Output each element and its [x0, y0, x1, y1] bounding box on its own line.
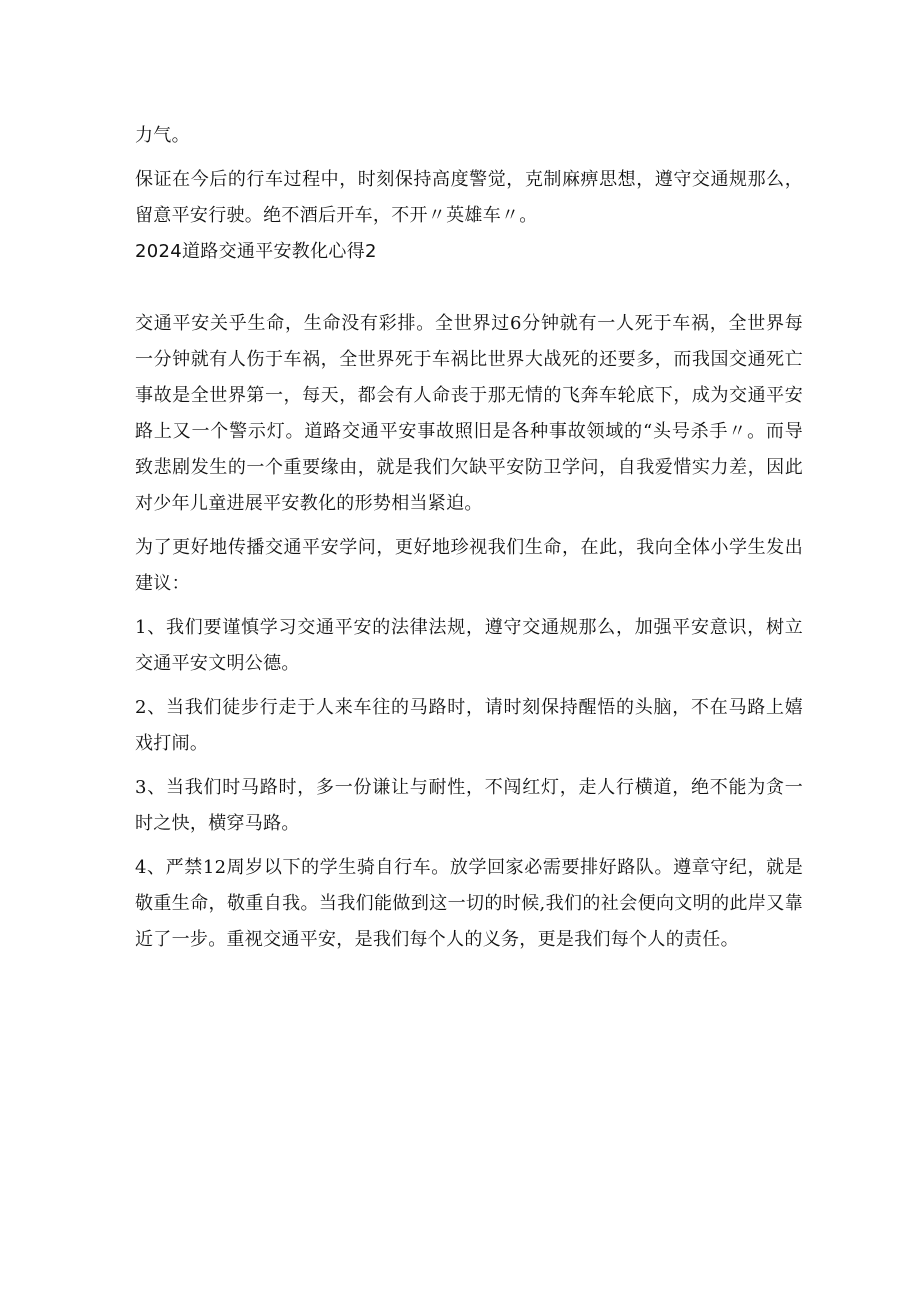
list-item-3: 3、当我们时马路时，多一份谦让与耐性，不闯红灯，走人行横道，绝不能为贪一时之快，横穿马路。 [135, 777, 803, 834]
section-heading: 2024道路交通平安教化心得2 [135, 241, 377, 262]
list-item-2: 2、当我们徒步行走于人来车往的马路时，请时刻保持醒悟的头脑，不在马路上嬉戏打闹。 [135, 697, 803, 754]
paragraph-intro: 交通平安关乎生命，生命没有彩排。全世界过6分钟就有一人死于车祸，全世界每一分钟就有人伤于车祸，全世界死于车祸比世界大战死的还要多，而我国交通死亡事故是全世界第一，每天，都会有人命丧于那无情的飞奔车轮底下，成为交通平安路上又一个警示灯。道路交通平安事故照旧是各种事故领域的“头号杀手〃。而导致悲剧发生的一个重要缘由，就是我们欠缺平安防卫学问，自我爱惜实力差，因此对少年儿童进展平安教化的形势相当紧迫。 [135, 313, 803, 514]
paragraph-continuation: 力气。 [135, 125, 190, 146]
paragraph-proposal: 为了更好地传播交通平安学问，更好地珍视我们生命，在此，我向全体小学生发出建议： [135, 537, 803, 594]
document-body [135, 118, 803, 958]
paragraph-pledge: 保证在今后的行车过程中，时刻保持高度警觉，克制麻痹思想，遵守交通规那么，留意平安行驶。绝不酒后开车，不开〃英雄车〃。 [135, 169, 803, 226]
list-item-1: 1、我们要谨慎学习交通平安的法律法规，遵守交通规那么，加强平安意识，树立交通平安文明公德。 [135, 617, 803, 674]
list-item-4: 4、严禁12周岁以下的学生骑自行车。放学回家必需要排好路队。遵章守纪，就是敬重生命，敬重自我。当我们能做到这一切的时候,我们的社会便向文明的此岸又靠近了一步。重视交通平安，是我们每个人的义务，更是我们每个人的责任。 [135, 857, 803, 950]
